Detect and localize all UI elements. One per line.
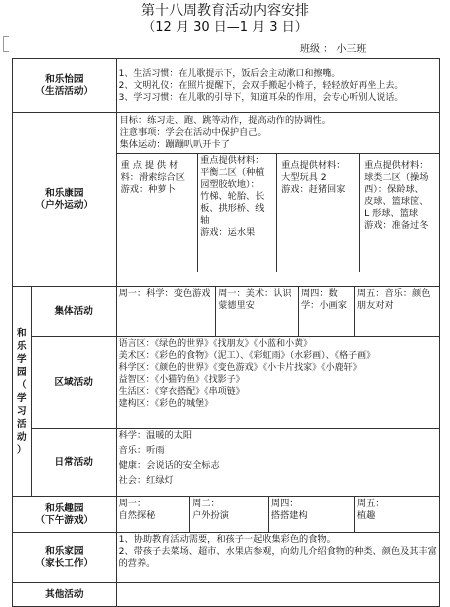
area-text: 西）：保龄球、 (364, 184, 424, 195)
fun-label-cell (13, 497, 117, 533)
life-label: 和乐怡园 (45, 73, 84, 85)
daily-activity-item: 健康：会说话的安全标志 (118, 460, 220, 471)
area-activity-item: 建构区：《彩色的城堡》 (118, 399, 214, 409)
class-label: 班级 ： 小三班 (300, 44, 367, 55)
area-activity-content (116, 337, 439, 429)
area-text: 游戏：种萝卜 (120, 184, 176, 195)
group-activity-label: 集体活动 (31, 287, 116, 337)
daily-activity-item: 社会：红绿灯 (118, 475, 174, 486)
life-line: 2、文明礼仪：在照片提醒下，会双手搬起小椅子，轻轻放好再坐上去。 (118, 80, 404, 91)
health-goal: 目标：练习走、跑、跳等动作，提高动作的协调性。 (119, 115, 331, 126)
area-text: L 形球、篮球 (364, 208, 419, 219)
fun-thu (268, 497, 354, 533)
health-area-3 (277, 154, 360, 272)
area-text: 重点提供材料： (200, 155, 265, 166)
health-area-2 (198, 154, 277, 272)
group-activity-thu: 周四：数学：小画家 (298, 287, 354, 337)
study-label-char: 和 (17, 327, 27, 339)
fun-day: 周一： (118, 498, 147, 509)
daily-activity-item: 音乐：听雨 (118, 445, 165, 456)
study-label-cell (13, 287, 32, 497)
health-label-cell (13, 113, 117, 287)
area-text: 皮球、篮球筐、 (364, 196, 429, 207)
life-line: 3、学习习惯：在儿歌的引导下，知道耳朵的作用，会专心听别人说话。 (118, 92, 404, 103)
home-label-cell (13, 533, 117, 583)
area-text: 轴 (200, 215, 210, 226)
life-content (116, 59, 439, 113)
area-text: 料：滑索综合区 (120, 172, 185, 183)
group-activity-fri: 周五：音乐：颜色朋友对对 (354, 287, 439, 337)
area-text: 球类二区（操场 (364, 172, 429, 183)
study-label-char: 动 (17, 431, 27, 443)
health-note: 注意事项：学会在活动中保护自己。 (119, 127, 267, 138)
study-label-char: 活 (17, 418, 27, 430)
group-activity-mon: 周一：科学：变色游戏 (116, 287, 215, 337)
other-label: 其他活动 (13, 583, 117, 607)
fun-row (13, 497, 440, 533)
margin-bracket-mark (3, 36, 9, 52)
area-text: 平衡二区（种植 (200, 167, 265, 178)
date-range: （12 月 30 日—1 月 3 日） (142, 20, 308, 35)
fun-item: 搭搭建构 (270, 510, 308, 521)
study-label-char: 学 (17, 353, 27, 365)
fun-item: 植趣 (356, 510, 376, 521)
life-sublabel: （生活活动） (35, 85, 94, 97)
study-label-char: 园 (17, 366, 27, 378)
life-row (13, 59, 440, 113)
home-row (13, 533, 440, 583)
area-text: 游戏：赶猪回家 (281, 184, 346, 195)
area-activity-item: 益智区：《小猫钓鱼》《找影子》 (118, 375, 245, 385)
study-label-char: （ (17, 379, 27, 391)
daily-activity-content (116, 429, 439, 497)
study-daily-row (13, 429, 440, 497)
fun-day: 周二： (192, 498, 220, 509)
daily-activity-item: 科学：温暖的太阳 (118, 430, 193, 441)
area-text: 重点提供材料： (364, 160, 429, 171)
home-label: 和乐家园 (45, 545, 84, 557)
study-label-char: 习 (17, 405, 27, 417)
area-activity-item: 美术区：《彩色的食物》（泥工）、《彩虹雨》（水彩画）、《格子画》 (118, 351, 376, 361)
health-area-4 (360, 154, 440, 272)
study-group-row (13, 287, 440, 337)
study-area-row (13, 337, 440, 429)
fun-item: 户外扮演 (192, 510, 229, 521)
fun-item: 自然探秘 (118, 510, 156, 521)
fun-fri (354, 497, 439, 533)
area-activity-label: 区域活动 (31, 337, 116, 429)
health-group-activity: 集体运动：蹦蹦叭叭开卡了 (119, 139, 230, 150)
fun-tue (190, 497, 269, 533)
home-line: 2、带孩子去菜场、超市、水果店参观，向幼儿介绍食物的种类、颜色及其丰富的营养。 (118, 546, 437, 569)
health-area-1 (117, 154, 198, 272)
health-row (13, 113, 440, 287)
area-activity-item: 科学区：《颜色的世界》《变色游戏》《小卡片找家》《小鹿轩》 (118, 363, 362, 373)
home-sublabel: （家长工作） (35, 557, 94, 569)
area-text: 重点提供材料： (281, 160, 346, 171)
other-content (116, 583, 439, 607)
life-label-cell (13, 59, 117, 113)
schedule-table (12, 58, 440, 607)
home-content (116, 533, 439, 583)
study-label-char: 学 (17, 392, 27, 404)
fun-sublabel: （下午游戏） (35, 514, 94, 526)
study-label-char: 乐 (17, 340, 27, 352)
fun-day: 周五： (356, 498, 385, 509)
area-text: 重 点 提 供 材 (120, 160, 179, 171)
fun-label: 和乐趣园 (45, 502, 84, 514)
fun-day: 周四： (270, 498, 299, 509)
life-line: 1、生活习惯：在儿歌提示下，饭后会主动漱口和擦嘴。 (118, 68, 341, 79)
home-line: 1、协助教育活动需要，和孩子一起收集彩色的食物。 (118, 534, 336, 545)
health-content (116, 113, 439, 287)
area-activity-item: 生活区：《穿衣搭配》《串项链》 (118, 387, 245, 397)
area-text: 游戏：运水果 (200, 227, 256, 238)
area-text: 竹梯、轮胎、长 (200, 191, 265, 202)
area-text: 板、拱形桥、线 (200, 203, 265, 214)
area-text: 园塑胶软地）： (200, 179, 260, 190)
group-activity-mon-2: 周一：美术：认识蒙德里安 (216, 287, 299, 337)
page-title: 第十八周教育活动内容安排 (141, 3, 309, 19)
health-sublabel: （户外运动） (35, 199, 94, 211)
study-label-char: ） (17, 444, 27, 456)
daily-activity-label: 日常活动 (31, 429, 116, 497)
other-row (13, 583, 440, 607)
fun-mon (116, 497, 190, 533)
area-text: 游戏：准备过冬 (364, 220, 429, 231)
area-activity-item: 语言区：《绿色的世界》《找朋友》《小蓝和小黄》 (118, 339, 313, 349)
health-label: 和乐康园 (45, 187, 84, 199)
area-text: 大型玩具 2 (281, 172, 327, 183)
